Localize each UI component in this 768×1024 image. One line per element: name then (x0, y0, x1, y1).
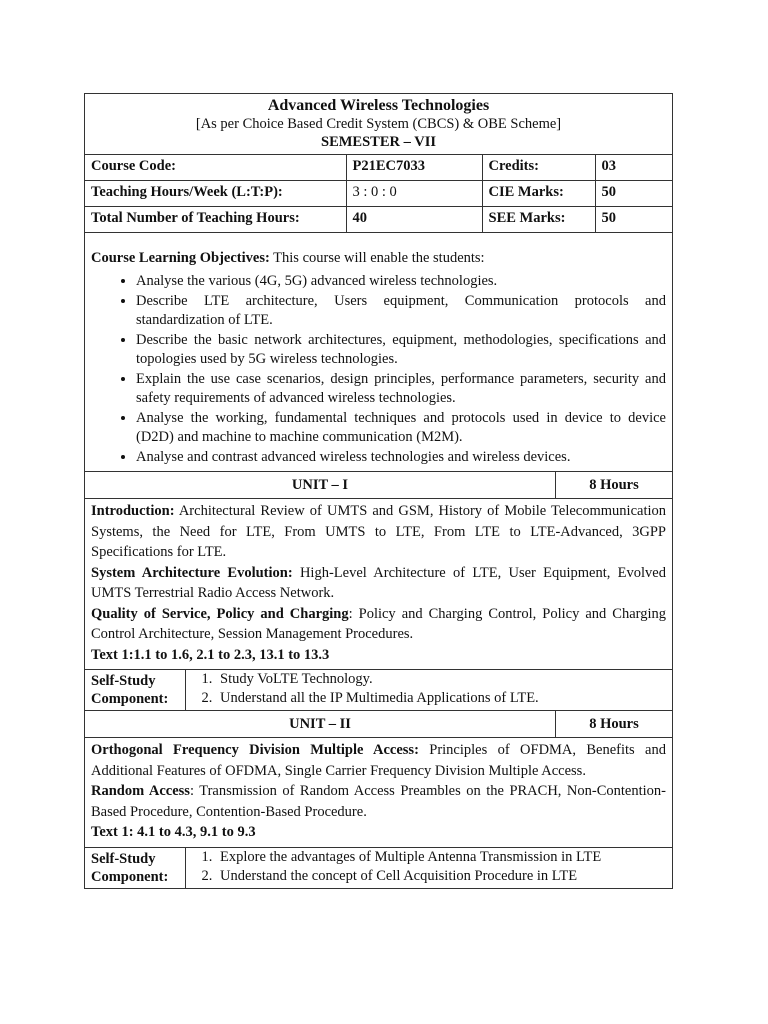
unit-1-paragraph (91, 563, 666, 604)
topic-heading: Quality of Service, Policy and Charging (91, 605, 349, 622)
credits-value: 03 (595, 155, 672, 181)
list-item: 2. Understand all the IP Multimedia Applications of LTE. (216, 689, 672, 708)
unit-1-content (85, 499, 672, 670)
unit-1-text-reference: Text 1:1.1 to 1.6, 2.1 to 2.3, 13.1 to 13.3 (91, 646, 330, 663)
scheme-text: [As per Choice Based Credit System (CBCS) & OBE Scheme] (195, 116, 562, 132)
list-item: • Describe the basic network architectures, equipment, methodologies, specifications and topologies used by 5G wireless technologies. (136, 331, 666, 369)
course-title: Advanced Wireless Technologies (267, 97, 490, 114)
list-item: • Explain the use case scenarios, design principles, performance parameters, security and safety requirements of advanced wireless technologies. (136, 370, 666, 408)
self-study-label: Self-Study Component: (85, 670, 186, 710)
table-row (85, 181, 672, 207)
unit-1-paragraph (91, 501, 666, 563)
list-item: 2. Understand the concept of Cell Acquisition Procedure in LTE (216, 867, 672, 886)
teaching-hours-label: Teaching Hours/Week (L:T:P): (85, 181, 346, 207)
cie-label: CIE Marks: (482, 181, 595, 207)
list-item: • Analyse and contrast advanced wireless technologies and wireless devices. (136, 448, 666, 467)
total-hours-value: 40 (346, 207, 482, 233)
topic-heading: Random Access (91, 783, 190, 799)
see-value: 50 (601, 210, 616, 226)
unit-2-self-study (85, 848, 672, 888)
unit-1-header (85, 472, 672, 499)
topic-text: High-Level Architecture of LTE, User Equipment, Evolved UMTS Terrestrial Radio Access Network. (91, 564, 666, 601)
unit-2-content (85, 738, 672, 848)
topic-text: Principles of OFDMA, Benefits and Additional Features of OFDMA, Single Carrier Frequency Division Multiple Access. (91, 742, 666, 779)
semester-text: SEMESTER – VII (321, 134, 436, 150)
topic-text: Architectural Review of UMTS and GSM, History of Mobile Telecommunication Systems, the Need for LTE, From UMTS to LTE, From LTE to LTE-Advanced, 3GPP Specifications for LTE. (91, 503, 666, 560)
unit-2-hours: 8 Hours (589, 716, 639, 732)
total-hours-label: Total Number of Teaching Hours: (85, 207, 346, 233)
unit-1-title: UNIT – I (85, 472, 556, 498)
unit-1-paragraph (91, 604, 666, 645)
course-header (85, 94, 672, 155)
unit-2-title: UNIT – II (85, 711, 556, 737)
self-study-list (186, 848, 672, 888)
list-item: 1. Study VoLTE Technology. (216, 670, 672, 689)
topic-text: : Transmission of Random Access Preambles on the PRACH, Non-Contention-Based Procedure, Contention-Based Procedure. (91, 783, 666, 820)
course-info-table (85, 155, 672, 232)
unit-2-text-reference: Text 1: 4.1 to 4.3, 9.1 to 9.3 (91, 824, 256, 840)
unit-2-header (85, 711, 672, 738)
self-study-list (186, 670, 672, 710)
unit-1-hours: 8 Hours (589, 477, 639, 493)
topic-text: : Policy and Charging Control, Policy and Charging Control Architecture, Session Management Procedures. (91, 605, 666, 642)
topic-heading: Introduction: (91, 503, 175, 519)
see-label: SEE Marks: (482, 207, 595, 233)
cie-value: 50 (595, 181, 672, 207)
table-row (85, 155, 672, 181)
credits-label: Credits: (482, 155, 595, 181)
objectives-label: Course Learning Objectives: (91, 250, 270, 266)
list-item: • Analyse the various (4G, 5G) advanced wireless technologies. (136, 272, 666, 291)
topic-heading: System Architecture Evolution: (91, 564, 293, 581)
list-item: • Describe LTE architecture, Users equipment, Communication protocols and standardization of LTE. (136, 292, 666, 330)
objectives-list (91, 272, 666, 467)
course-code-value: P21EC7033 (346, 155, 482, 181)
list-item: 1. Explore the advantages of Multiple Antenna Transmission in LTE (216, 848, 672, 867)
list-item: • Analyse the working, fundamental techniques and protocols used in device to device (D2D) and machine to machine communication (M2M). (136, 409, 666, 447)
course-code-label: Course Code: (85, 155, 346, 181)
teaching-hours-value: 3 : 0 : 0 (346, 181, 482, 207)
course-objectives (85, 233, 672, 472)
unit-1-self-study (85, 670, 672, 711)
self-study-label: Self-Study Component: (85, 848, 186, 888)
syllabus-frame (84, 93, 673, 889)
unit-2-paragraph (91, 781, 666, 822)
objectives-intro: This course will enable the students: (269, 250, 485, 266)
table-row (85, 207, 672, 233)
unit-2-paragraph (91, 740, 666, 781)
course-info (85, 155, 672, 233)
topic-heading: Orthogonal Frequency Division Multiple Access: (91, 742, 419, 758)
